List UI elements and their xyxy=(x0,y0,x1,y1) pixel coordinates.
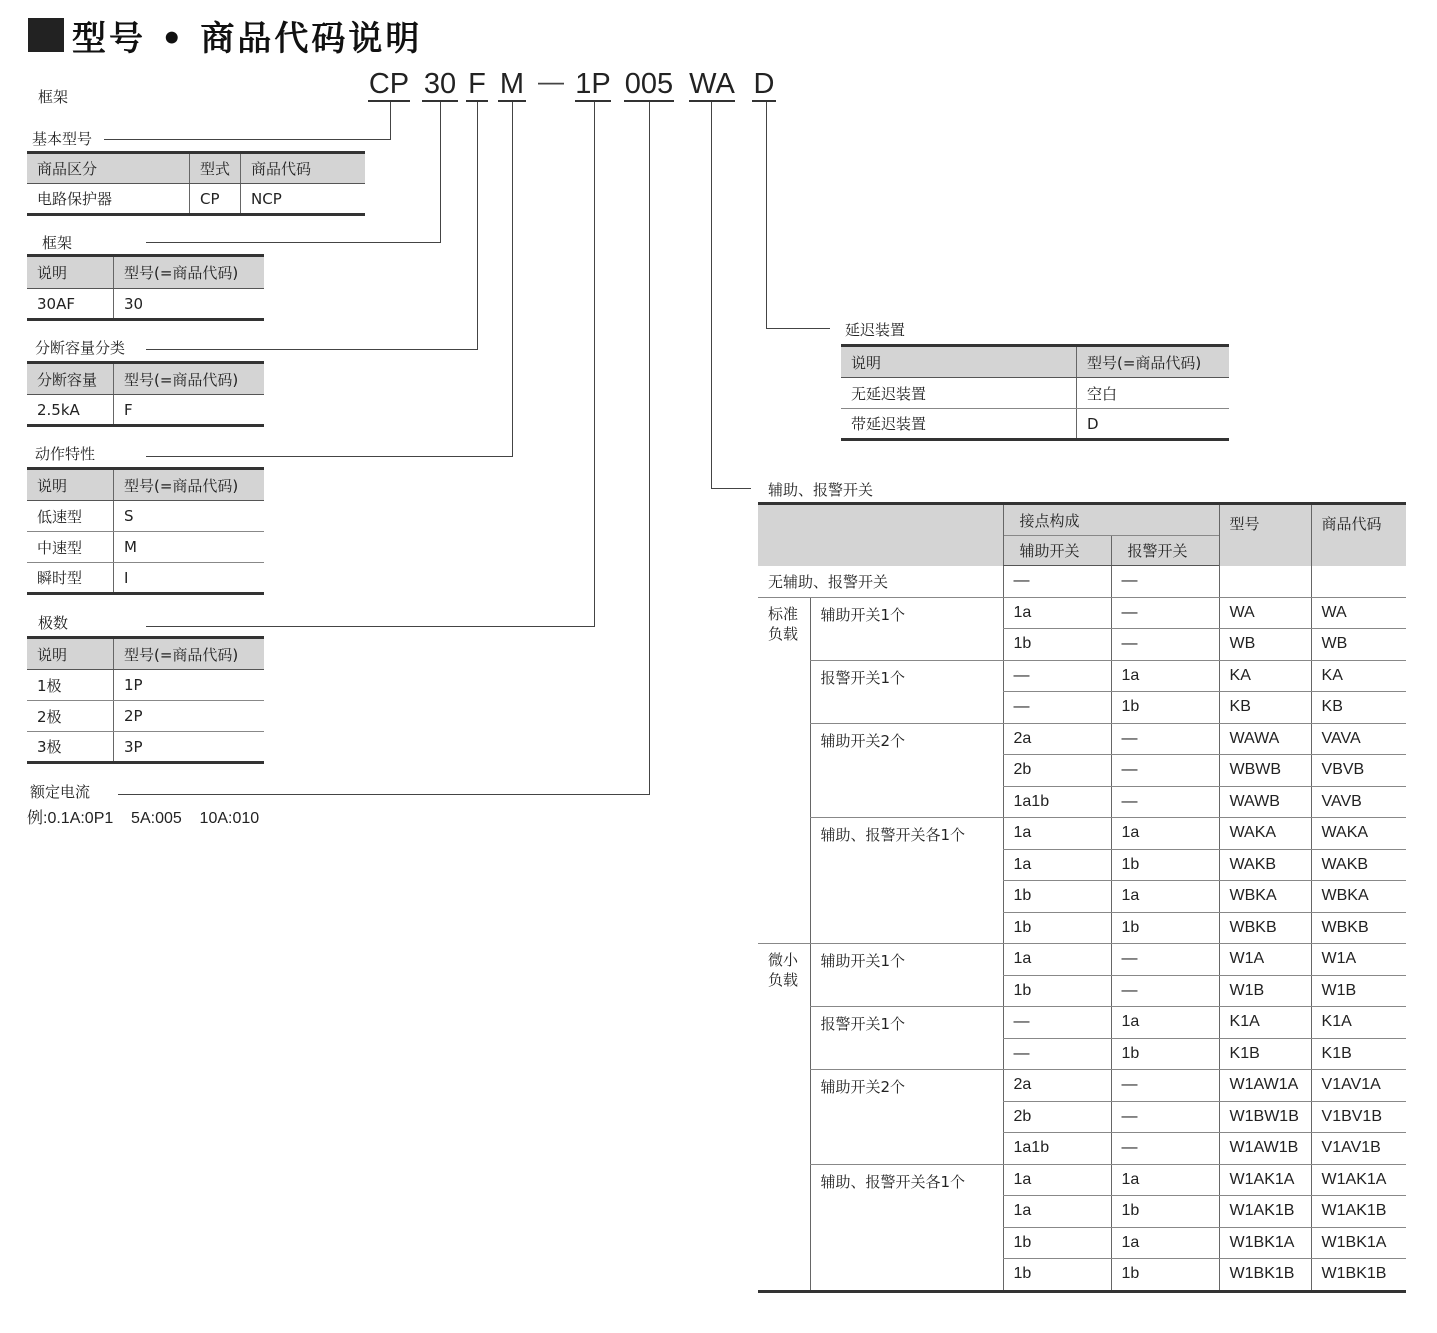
table-cell: 1a1b xyxy=(1003,1133,1111,1165)
table-cell xyxy=(1311,566,1406,598)
table-header: 报警开关 xyxy=(1111,536,1219,566)
table-cell: 30AF xyxy=(27,289,114,320)
table-cell: S xyxy=(114,501,265,532)
table-cell: V1AV1A xyxy=(1311,1070,1406,1102)
aux-switch-label: 辅助、报警开关 xyxy=(768,481,874,499)
table-cell: KA xyxy=(1311,660,1406,692)
page-title xyxy=(28,10,422,60)
table-cell: 1b xyxy=(1111,849,1219,881)
table-header: 说明 xyxy=(27,256,114,289)
table-cell: D xyxy=(1077,409,1230,440)
table-cell: 电路保护器 xyxy=(27,184,190,215)
switch-config-label: 辅助开关1个 xyxy=(810,944,1003,1007)
table-cell: — xyxy=(1003,692,1111,724)
table-cell: KA xyxy=(1219,660,1311,692)
code-part-current: 005 xyxy=(624,68,674,100)
table-row xyxy=(758,818,1406,850)
table-cell: 1a xyxy=(1111,1007,1219,1039)
rated-current-label: 额定电流 xyxy=(30,783,91,801)
table-cell: F xyxy=(114,395,265,426)
table-cell: WB xyxy=(1219,629,1311,661)
table-cell: 中速型 xyxy=(27,532,114,563)
delay-device-label: 延迟装置 xyxy=(845,321,906,339)
table-header: 型号(=商品代码) xyxy=(114,638,265,670)
table-header: 辅助开关 xyxy=(1003,536,1111,566)
table-cell: — xyxy=(1111,755,1219,787)
frame-label: 框架 xyxy=(42,234,73,252)
table-cell: — xyxy=(1003,1007,1111,1039)
code-part-operation: M xyxy=(499,68,525,100)
table-header: 说明 xyxy=(27,638,114,670)
table-cell: V1BV1B xyxy=(1311,1101,1406,1133)
table-cell: W1AK1A xyxy=(1219,1164,1311,1196)
table-row xyxy=(758,723,1406,755)
code-part-poles: 1P xyxy=(575,68,611,100)
table-header: 型式 xyxy=(190,153,241,184)
table-cell: 3P xyxy=(114,732,265,763)
table-cell: WBWB xyxy=(1219,755,1311,787)
delay-device-table xyxy=(841,344,1229,441)
table-cell: W1AW1A xyxy=(1219,1070,1311,1102)
table-header: 商品代码 xyxy=(1311,504,1406,566)
table-cell: W1A xyxy=(1311,944,1406,976)
table-cell: 2a xyxy=(1003,1070,1111,1102)
table-cell: 30 xyxy=(114,289,265,320)
basic-model-table xyxy=(27,151,365,216)
table-row xyxy=(758,566,1406,598)
table-cell: 1b xyxy=(1003,912,1111,944)
table-cell: 2b xyxy=(1003,1101,1111,1133)
load-type-label: 标准 负载 xyxy=(758,597,810,944)
table-cell xyxy=(1219,566,1311,598)
table-header: 型号(=商品代码) xyxy=(114,256,265,289)
table-cell: — xyxy=(1111,629,1219,661)
table-cell: — xyxy=(1111,566,1219,598)
table-cell: — xyxy=(1111,1070,1219,1102)
table-cell: K1B xyxy=(1311,1038,1406,1070)
poles-label: 极数 xyxy=(38,614,69,632)
table-cell: 1b xyxy=(1111,692,1219,724)
table-cell: 2.5kA xyxy=(27,395,114,426)
table-cell: WA xyxy=(1311,597,1406,629)
table-cell: WBKA xyxy=(1219,881,1311,913)
table-cell: 1a xyxy=(1111,818,1219,850)
table-cell: 1b xyxy=(1111,912,1219,944)
switch-config-label: 辅助开关2个 xyxy=(810,723,1003,818)
table-cell: VBVB xyxy=(1311,755,1406,787)
table-header: 商品代码 xyxy=(241,153,366,184)
table-cell: 1a xyxy=(1111,881,1219,913)
table-cell: 带延迟装置 xyxy=(841,409,1077,440)
basic-model-label: 基本型号 xyxy=(32,130,93,148)
table-cell: W1BK1B xyxy=(1311,1259,1406,1292)
table-cell: WB xyxy=(1311,629,1406,661)
operation-label: 动作特性 xyxy=(35,445,96,463)
table-row xyxy=(758,1164,1406,1196)
table-cell: — xyxy=(1111,723,1219,755)
poles-table xyxy=(27,636,264,764)
table-cell: WAKB xyxy=(1219,849,1311,881)
breaking-capacity-table xyxy=(27,361,264,427)
table-cell: WBKB xyxy=(1219,912,1311,944)
table-cell: 1a xyxy=(1003,818,1111,850)
table-cell: — xyxy=(1111,1133,1219,1165)
table-cell: WAKA xyxy=(1311,818,1406,850)
table-cell: 2b xyxy=(1003,755,1111,787)
table-cell: — xyxy=(1111,944,1219,976)
code-part-cp: CP xyxy=(368,68,410,100)
table-header-blank xyxy=(758,504,1003,566)
table-cell: WA xyxy=(1219,597,1311,629)
table-cell: 2P xyxy=(114,701,265,732)
table-cell: 1a xyxy=(1003,944,1111,976)
code-part-delay: D xyxy=(753,68,775,100)
table-header: 说明 xyxy=(841,346,1077,378)
table-header: 型号(=商品代码) xyxy=(114,469,265,501)
table-cell: W1AK1B xyxy=(1311,1196,1406,1228)
table-header: 说明 xyxy=(27,469,114,501)
table-cell: WAKB xyxy=(1311,849,1406,881)
switch-config-label: 报警开关1个 xyxy=(810,1007,1003,1070)
table-cell: 1a xyxy=(1111,1164,1219,1196)
table-cell: W1BK1A xyxy=(1311,1227,1406,1259)
table-cell: W1BW1B xyxy=(1219,1101,1311,1133)
load-type-label: 微小 负载 xyxy=(758,944,810,1292)
table-cell: NCP xyxy=(241,184,366,215)
table-cell: 空白 xyxy=(1077,378,1230,409)
table-cell: 1a xyxy=(1003,597,1111,629)
table-cell: 1a xyxy=(1003,1164,1111,1196)
table-row xyxy=(758,1007,1406,1039)
table-cell: — xyxy=(1111,1101,1219,1133)
page-title-text: 型号 • 商品代码说明 xyxy=(72,18,423,59)
aux-switch-table xyxy=(758,502,1406,1293)
table-cell: KB xyxy=(1311,692,1406,724)
table-cell: M xyxy=(114,532,265,563)
table-cell: W1AK1B xyxy=(1219,1196,1311,1228)
table-cell: 2极 xyxy=(27,701,114,732)
table-cell: — xyxy=(1111,975,1219,1007)
table-cell: 低速型 xyxy=(27,501,114,532)
table-cell: 1a xyxy=(1111,660,1219,692)
table-cell: — xyxy=(1111,786,1219,818)
table-cell: 1a1b xyxy=(1003,786,1111,818)
table-cell: K1A xyxy=(1219,1007,1311,1039)
table-row xyxy=(758,660,1406,692)
table-cell: W1AW1B xyxy=(1219,1133,1311,1165)
table-cell: 1极 xyxy=(27,670,114,701)
breaking-capacity-label: 分断容量分类 xyxy=(35,339,126,357)
table-row xyxy=(758,944,1406,976)
table-header: 型号 xyxy=(1219,504,1311,566)
switch-config-label: 辅助开关2个 xyxy=(810,1070,1003,1165)
table-header: 商品区分 xyxy=(27,153,190,184)
table-cell: 1a xyxy=(1003,849,1111,881)
table-cell: I xyxy=(114,563,265,594)
switch-config-label: 辅助开关1个 xyxy=(810,597,1003,660)
table-cell: WAWA xyxy=(1219,723,1311,755)
table-cell: — xyxy=(1111,597,1219,629)
table-cell: W1AK1A xyxy=(1311,1164,1406,1196)
table-header: 型号(=商品代码) xyxy=(114,363,265,395)
table-cell: 3极 xyxy=(27,732,114,763)
table-cell: 2a xyxy=(1003,723,1111,755)
square-bullet-icon xyxy=(28,18,64,52)
table-cell: WAWB xyxy=(1219,786,1311,818)
table-cell: W1B xyxy=(1311,975,1406,1007)
switch-config-label: 辅助、报警开关各1个 xyxy=(810,1164,1003,1291)
table-cell: W1B xyxy=(1219,975,1311,1007)
table-cell: K1B xyxy=(1219,1038,1311,1070)
table-cell: 瞬时型 xyxy=(27,563,114,594)
table-cell: 1b xyxy=(1003,1259,1111,1292)
table-cell: VAVA xyxy=(1311,723,1406,755)
table-row xyxy=(758,597,1406,629)
table-row xyxy=(758,1070,1406,1102)
table-cell: 1P xyxy=(114,670,265,701)
table-cell: W1BK1B xyxy=(1219,1259,1311,1292)
table-cell: 1b xyxy=(1003,975,1111,1007)
table-cell: WAKA xyxy=(1219,818,1311,850)
table-cell: 1a xyxy=(1111,1227,1219,1259)
table-cell: KB xyxy=(1219,692,1311,724)
frame-table xyxy=(27,254,264,321)
table-cell: WBKB xyxy=(1311,912,1406,944)
table-cell: W1A xyxy=(1219,944,1311,976)
code-dash: — xyxy=(538,66,564,96)
switch-config-label: 辅助、报警开关各1个 xyxy=(810,818,1003,944)
table-cell: CP xyxy=(190,184,241,215)
table-header: 型号(=商品代码) xyxy=(1077,346,1230,378)
operation-table xyxy=(27,467,264,595)
table-cell: 1b xyxy=(1003,1227,1111,1259)
table-cell: 1b xyxy=(1003,881,1111,913)
rated-current-example: 例:0.1A:0P1 5A:005 10A:010 xyxy=(27,810,260,827)
code-part-aux: WA xyxy=(689,68,735,100)
table-cell: 1b xyxy=(1111,1259,1219,1292)
table-cell: WBKA xyxy=(1311,881,1406,913)
table-cell: — xyxy=(1003,660,1111,692)
table-cell: — xyxy=(1003,566,1111,598)
table-header: 接点构成 xyxy=(1003,504,1219,536)
table-cell: 1b xyxy=(1003,629,1111,661)
table-cell: K1A xyxy=(1311,1007,1406,1039)
table-cell: V1AV1B xyxy=(1311,1133,1406,1165)
table-cell: — xyxy=(1003,1038,1111,1070)
table-cell: 1b xyxy=(1111,1196,1219,1228)
row-label: 无辅助、报警开关 xyxy=(758,566,1003,598)
table-header: 分断容量 xyxy=(27,363,114,395)
code-part-frame: 30 xyxy=(423,68,457,100)
table-cell: VAVB xyxy=(1311,786,1406,818)
top-frame-label: 框架 xyxy=(38,88,69,106)
table-cell: W1BK1A xyxy=(1219,1227,1311,1259)
table-cell: 1a xyxy=(1003,1196,1111,1228)
table-cell: 无延迟装置 xyxy=(841,378,1077,409)
switch-config-label: 报警开关1个 xyxy=(810,660,1003,723)
code-part-breaking: F xyxy=(466,68,488,102)
table-cell: 1b xyxy=(1111,1038,1219,1070)
